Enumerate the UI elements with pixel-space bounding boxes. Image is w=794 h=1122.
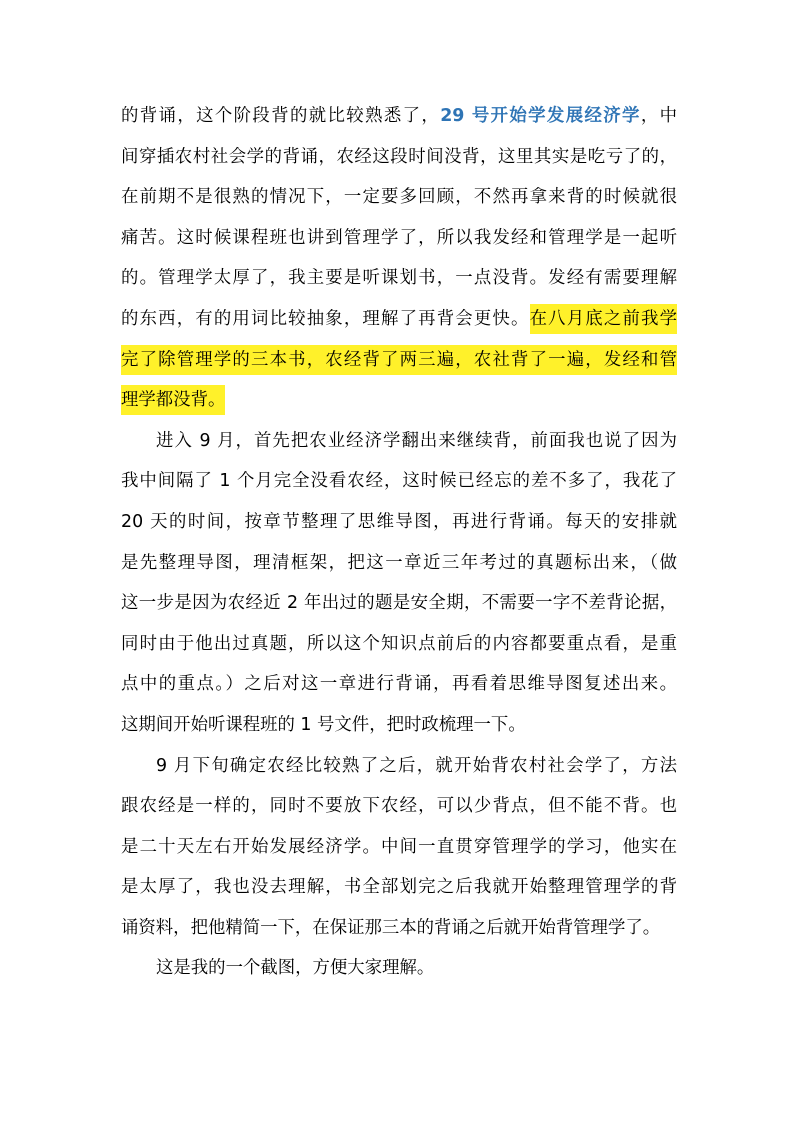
body-text: 的东西，有的用词比较抽象，理解了再背会更快。 [121,308,530,329]
paragraph [121,96,677,421]
text-line [121,421,677,462]
text-line [121,340,677,381]
body-text: 9 月下旬确定农经比较熟了之后，就开始背农村社会学了，方法 [156,755,677,776]
text-line [121,96,677,137]
body-text: 是太厚了，我也没去理解，书全部划完之后我就开始整理管理学的背 [121,877,677,898]
highlighted-text: 完了除管理学的三本书，农经背了两三遍，农社背了一遍，发经和管 [121,345,677,375]
text-line [121,624,677,665]
text-line [121,705,677,746]
highlighted-text: 在八月底之前我学 [530,304,677,334]
text-line [121,746,677,787]
body-text: 这是我的一个截图，方便大家理解。 [156,958,435,979]
text-line [121,177,677,218]
text-line [121,299,677,340]
text-line [121,664,677,705]
body-text: 同时由于他出过真题，所以这个知识点前后的内容都要重点看，是重 [121,633,677,654]
body-text: 进入 9 月，首先把农业经济学翻出来继续背，前面我也说了因为 [156,430,677,451]
body-text: 的。管理学太厚了，我主要是听课划书，一点没背。发经有需要理解 [121,268,677,289]
body-text: ，中 [640,106,677,126]
body-text: 的背诵，这个阶段背的就比较熟悉了， [121,106,441,126]
text-line [121,908,677,949]
text-line [121,867,677,908]
text-line [121,583,677,624]
body-text: 跟农经是一样的，同时不要放下农经，可以少背点，但不能不背。也 [121,796,677,817]
body-text: 这期间开始听课程班的 1 号文件，把时政梳理一下。 [121,714,526,735]
body-text: 在前期不是很熟的情况下，一定要多回顾，不然再拿来背的时候就很 [121,187,677,208]
body-text: 痛苦。这时候课程班也讲到管理学了，所以我发经和管理学是一起听 [121,227,677,248]
text-line [121,380,677,421]
body-text: 诵资料，把他精简一下，在保证那三本的背诵之后就开始背管理学了。 [121,917,661,938]
body-text: 20 天的时间，按章节整理了思维导图，再进行背诵。每天的安排就 [121,511,677,532]
text-line [121,502,677,543]
text-line [121,827,677,868]
paragraph [121,421,677,746]
text-line [121,258,677,299]
paragraph [121,746,677,949]
text-line [121,137,677,178]
text-line [121,543,677,584]
text-line [121,786,677,827]
text-line [121,461,677,502]
paragraph [121,948,677,989]
highlighted-text: 理学都没背。 [121,385,225,415]
body-text: 我中间隔了 1 个月完全没看农经，这时候已经忘的差不多了，我花了 [121,471,677,492]
text-line [121,948,677,989]
body-text: 是先整理导图，理清框架，把这一章近三年考过的真题标出来，（做 [121,552,677,573]
emphasized-text: 29 号开始学发展经济学 [440,106,641,126]
body-text: 间穿插农村社会学的背诵，农经这段时间没背，这里其实是吃亏了的， [121,146,677,167]
text-line [121,218,677,259]
body-text: 是二十天左右开始发展经济学。中间一直贯穿管理学的学习，他实在 [121,836,677,857]
body-text: 点中的重点。）之后对这一章进行背诵，再看着思维导图复述出来。 [121,674,677,695]
document-body [121,96,677,989]
body-text: 这一步是因为农经近 2 年出过的题是安全期，不需要一字不差背论据， [121,593,677,614]
